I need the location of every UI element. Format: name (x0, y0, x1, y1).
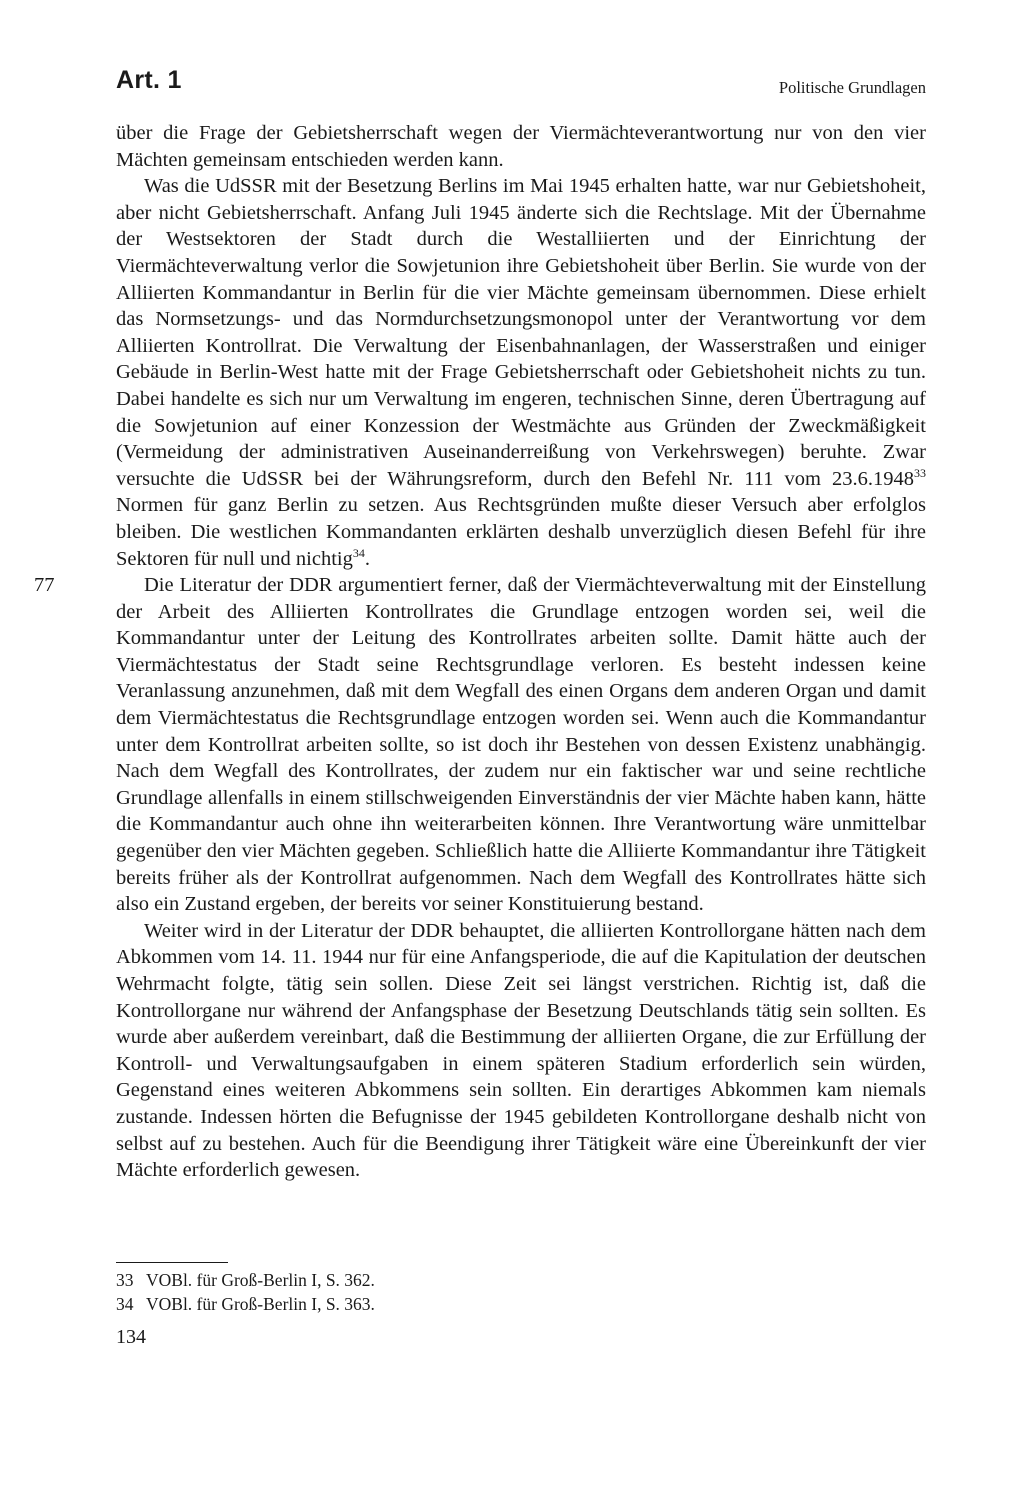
footnote-33 (116, 1268, 926, 1292)
paragraph-text: Normen für ganz Berlin zu setzen. Aus Rechtsgründen mußte dieser Versuch aber erfolglos bleiben. Die westlichen Kommandanten erklärten deshalb unverzüglich diesen Befehl für ihre Sektoren für null und nichtig (116, 494, 926, 570)
footnote-ref-34[interactable]: 34 (352, 545, 365, 560)
paragraph-continuation: über die Frage der Gebietsherrschaft wegen der Viermächteverantwortung nur von den vier Mächten gemeinsam entschieden werden kann. (116, 122, 926, 171)
footnote-text: VOBl. für Groß-Berlin I, S. 362. (146, 1270, 375, 1290)
page-number: 134 (116, 1326, 146, 1348)
paragraph-text: Was die UdSSR mit der Besetzung Berlins im Mai 1945 erhalten hatte, war nur Gebietshoheit, aber nicht Gebietsherrschaft. Anfang Juli 1945 änderte sich die Rechtslage. Mit der Übernahme der Westsektoren der Stadt durch die Westalliierten und der Einrichtung der Viermächteverwaltung verlor die Sowjetunion ihre Gebietshoheit über Berlin. Sie wurde von der Alliierten Kommandantur in Berlin für die vier Mächte gemeinsam übernommen. Diese erhielt das Normsetzungs- und das Normdurchsetzungsmonopol unter der Verantwortung vor dem Alliierten Kontrollrat. Die Verwaltung der Eisenbahnanlagen, der Wasserstraßen und einiger Gebäude in Berlin-West hatte mit der Frage Gebietsherrschaft oder Gebietshoheit nichts zu tun. Dabei handelte es sich nur um Verwaltung im engeren, technischen Sinne, deren Übertragung auf die Sowjetunion auf einer Konzession der Westmächte aus Gründen der Zweckmäßigkeit (Vermeidung der administrativen Auseinanderreißung von Verkehrswegen) beruhte. Zwar versuchte die UdSSR bei der Währungsreform, durch den Befehl Nr. 111 vom 23.6.1948 (116, 175, 926, 490)
paragraph-berlin-sovereignty (116, 173, 926, 572)
paragraph-text: Die Literatur der DDR argumentiert ferner, daß der Viermächteverwaltung mit der Einstellung der Arbeit des Alliierten Kontrollrates die Grundlage entzogen worden sei, weil die Kommandantur unter der Leitung des Kontrollrates arbeiten sollte. Damit hätte auch der Viermächtestatus der Stadt seine Rechtsgrundlage verloren. Es besteht indessen keine Veranlassung anzunehmen, daß mit dem Wegfall des einen Organs dem anderen Organ und damit dem Viermächtestatus die Rechtsgrundlage entzogen worden sei. Wenn auch die Kommandantur unter dem Kontrollrat arbeiten sollte, so ist doch ihr Bestehen von dessen Existenz unabhängig. Nach dem Wegfall des Kontrollrates, der zudem nur ein faktischer war und seine rechtliche Grundlage allenfalls in einem stillschweigenden Einverständnis der vier Mächte haben kann, hätte die Kommandantur auch ohne ihn weiterarbeiten können. Ihre Verantwortung wäre unmittelbar gegenüber den vier Mächten gegeben. Schließlich hatte die Alliierte Kommandantur ihre Tätigkeit bereits früher als der Kontrollrat aufgenommen. Nach dem Wegfall des Kontrollrates hätte sich also ein Zustand ergeben, der bereits vor seiner Konstituierung bestand. (116, 574, 926, 916)
article-heading: Art. 1 (116, 66, 182, 94)
margin-number: 77 (34, 574, 55, 597)
footnotes (116, 1268, 926, 1316)
paragraph-text: . (364, 547, 370, 570)
footnote-34 (116, 1292, 926, 1316)
paragraph-77 (34, 572, 926, 918)
footnote-text: VOBl. für Groß-Berlin I, S. 363. (146, 1294, 375, 1314)
footnote-number: 33 (116, 1270, 134, 1290)
footnote-divider (116, 1262, 228, 1263)
body-text (34, 120, 926, 1184)
footnote-ref-33[interactable]: 33 (914, 465, 926, 480)
footnote-number: 34 (116, 1294, 134, 1314)
running-header: Politische Grundlagen (778, 78, 926, 97)
paragraph-control-organs: Weiter wird in der Literatur der DDR behauptet, die alliierten Kontrollorgane hätten nach dem Abkommen vom 14. 11. 1944 nur für eine Anfangsperiode, die auf die Kapitulation der deutschen Wehrmacht folgte, tätig sein sollen. Diese Zeit sei längst verstrichen. Richtig ist, daß die Kontrollorgane nur während der Anfangsphase der Besetzung Deutschlands tätig sein sollten. Es wurde aber außerdem vereinbart, daß die Bestimmung der alliierten Organe, die zur Erfüllung der Kontroll- und Verwaltungsaufgaben in einem späteren Stadium erforderlich sein würden, Gegenstand eines weiteren Abkommens sein sollten. Ein derartiges Abkommen kam niemals zustande. Indessen hörten die Befugnisse der 1945 gebildeten Kontrollorgane deshalb nicht von selbst auf zu bestehen. Auch für die Beendigung ihrer Tätigkeit wäre eine Übereinkunft der vier Mächte erforderlich gewesen. (116, 919, 926, 1182)
